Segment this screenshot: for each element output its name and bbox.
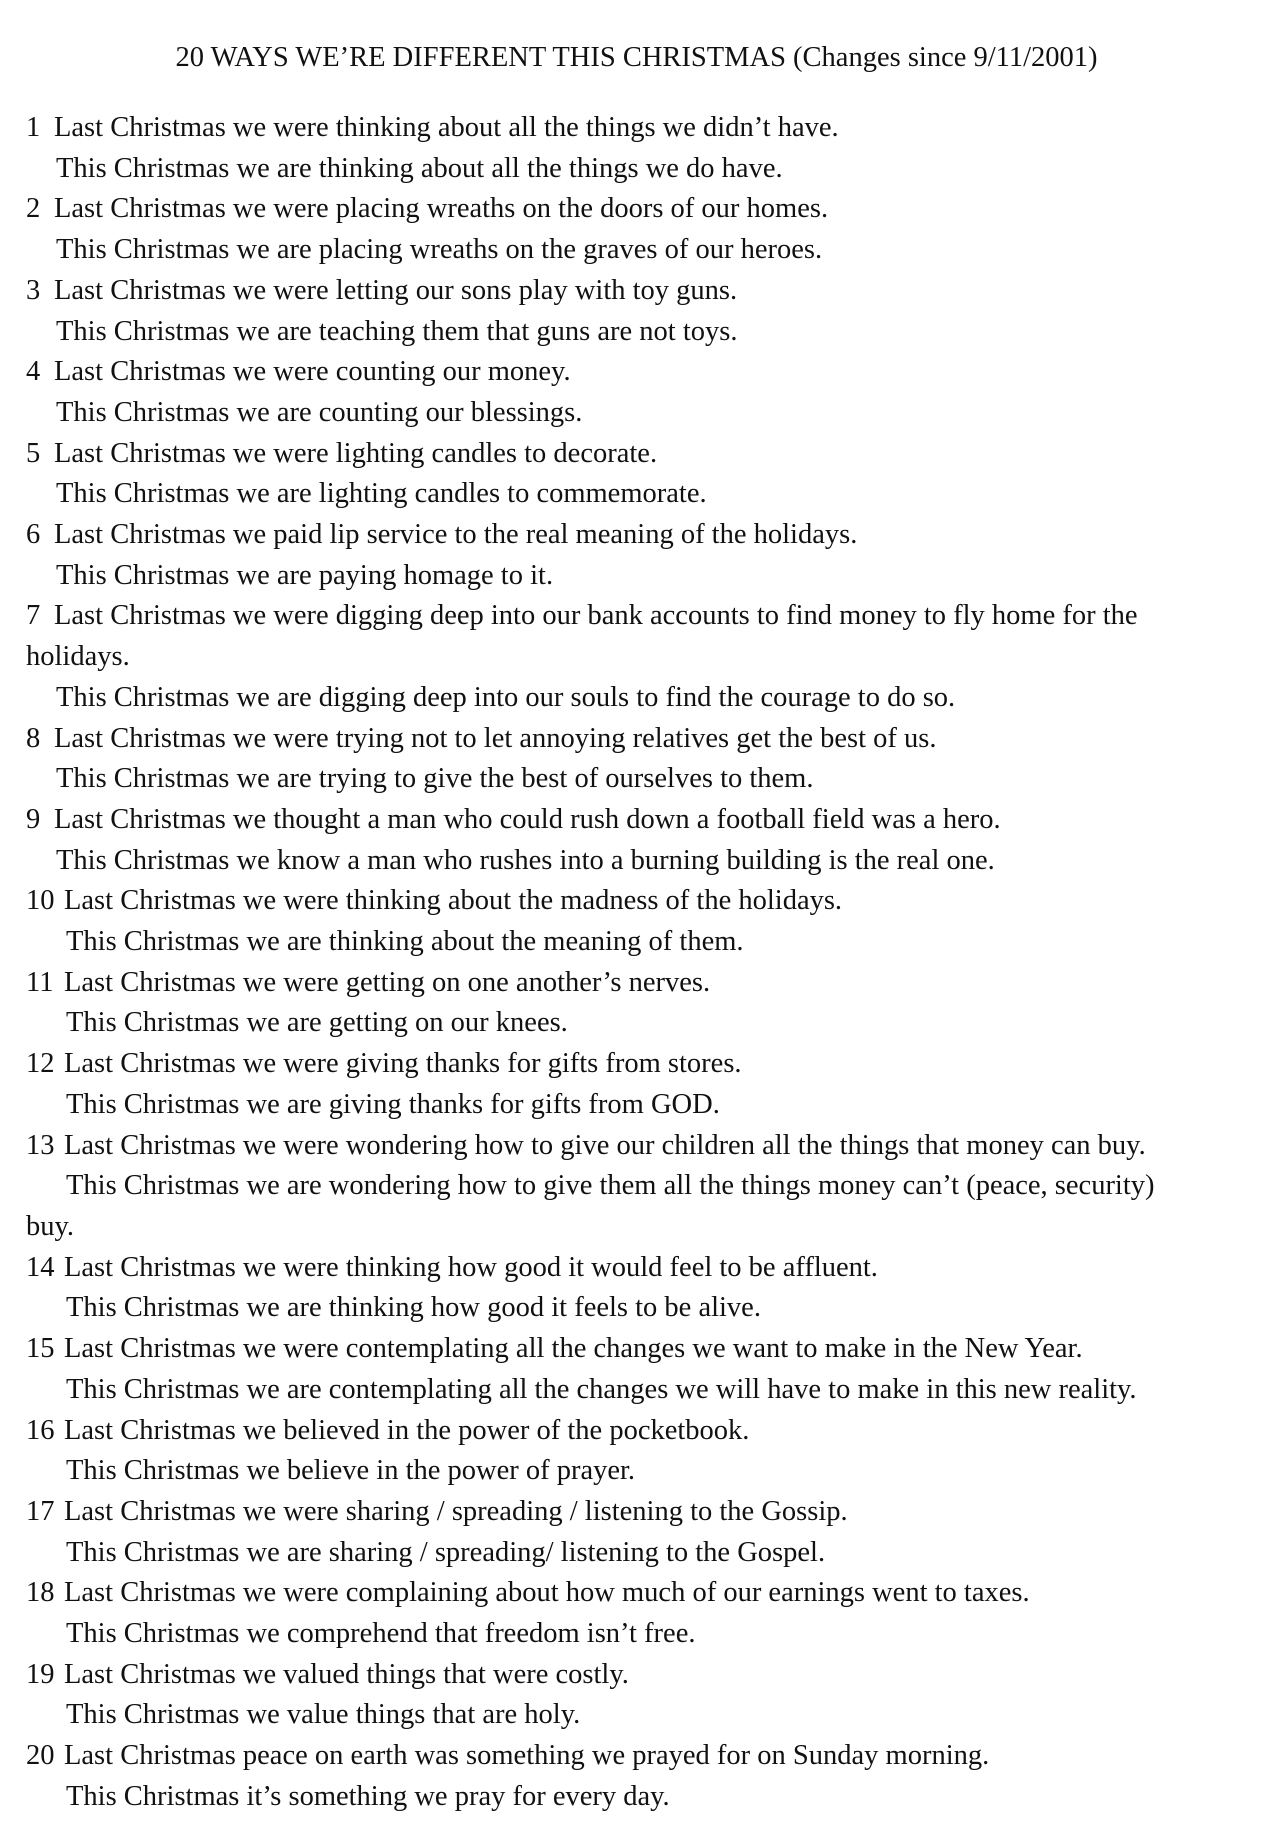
item-number: 11 (26, 966, 54, 998)
item-number: 18 (26, 1577, 55, 1609)
last-christmas-text: Last Christmas we were complaining about how much of our earnings went to taxes. (64, 1577, 1030, 1609)
last-christmas-continuation: holidays. (26, 641, 130, 673)
last-christmas-text: Last Christmas we were getting on one another’s nerves. (64, 966, 711, 998)
list-item (26, 1411, 1251, 1492)
list-item (26, 1329, 1251, 1410)
item-number: 17 (26, 1495, 55, 1527)
item-number: 12 (26, 1048, 55, 1080)
last-christmas-text: Last Christmas we were wondering how to give our children all the things that money can buy. (64, 1129, 1146, 1161)
item-number: 5 (26, 437, 41, 469)
last-christmas-text: Last Christmas we were digging deep into our bank accounts to find money to fly home for the (54, 600, 1138, 632)
last-christmas-text: Last Christmas we were giving thanks for gifts from stores. (64, 1048, 742, 1080)
this-christmas-text: This Christmas we know a man who rushes into a burning building is the real one. (56, 844, 995, 876)
item-number: 13 (26, 1129, 55, 1161)
this-christmas-text: This Christmas we are lighting candles to commemorate. (56, 478, 707, 510)
last-christmas-text: Last Christmas peace on earth was something we prayed for on Sunday morning. (64, 1740, 990, 1772)
last-christmas-text: Last Christmas we thought a man who could rush down a football field was a hero. (54, 803, 1001, 835)
this-christmas-text: This Christmas we are trying to give the best of ourselves to them. (56, 763, 814, 795)
this-christmas-text: This Christmas we are sharing / spreading/ listening to the Gospel. (66, 1536, 826, 1568)
item-number: 19 (26, 1658, 55, 1690)
list-item (26, 963, 1251, 1044)
last-christmas-text: Last Christmas we paid lip service to the real meaning of the holidays. (54, 519, 858, 551)
last-christmas-text: Last Christmas we were sharing / spreading / listening to the Gossip. (64, 1495, 848, 1527)
this-christmas-text: This Christmas we are teaching them that guns are not toys. (56, 315, 738, 347)
last-christmas-text: Last Christmas we were thinking about all the things we didn’t have. (54, 112, 839, 143)
this-christmas-text: This Christmas we are giving thanks for gifts from GOD. (66, 1088, 720, 1120)
this-christmas-text: This Christmas we are thinking about the meaning of them. (66, 926, 744, 958)
this-christmas-text: This Christmas we believe in the power of prayer. (66, 1455, 636, 1487)
list-item (26, 881, 1251, 962)
list-item (26, 271, 1251, 352)
item-number: 15 (26, 1333, 55, 1365)
last-christmas-text: Last Christmas we were placing wreaths on the doors of our homes. (54, 193, 829, 225)
item-number: 8 (26, 722, 41, 754)
list-item (26, 1126, 1251, 1248)
item-number: 2 (26, 193, 41, 225)
document-title: 20 WAYS WE’RE DIFFERENT THIS CHRISTMAS (Changes since 9/11/2001) (175, 42, 1098, 73)
item-number: 10 (26, 885, 55, 917)
this-christmas-text: This Christmas we comprehend that freedom isn’t free. (66, 1618, 696, 1650)
list-item (26, 189, 1251, 270)
list-item (26, 1248, 1251, 1329)
last-christmas-text: Last Christmas we believed in the power of the pocketbook. (64, 1414, 750, 1446)
last-christmas-text: Last Christmas we were counting our money. (54, 356, 571, 388)
this-christmas-text: This Christmas we are counting our blessings. (56, 396, 583, 428)
item-number: 9 (26, 803, 41, 835)
list-item (26, 352, 1251, 433)
item-number: 16 (26, 1414, 55, 1446)
list-item (26, 434, 1251, 515)
list-item (26, 719, 1251, 800)
last-christmas-text: Last Christmas we were contemplating all the changes we want to make in the New Year. (64, 1333, 1083, 1365)
this-christmas-text: This Christmas it’s something we pray for every day. (66, 1780, 670, 1812)
list-item (26, 1655, 1251, 1736)
item-number: 4 (26, 356, 41, 388)
last-christmas-text: Last Christmas we were thinking about the madness of the holidays. (64, 885, 843, 917)
last-christmas-text: Last Christmas we were lighting candles to decorate. (54, 437, 658, 469)
item-number: 20 (26, 1740, 55, 1772)
item-number: 1 (26, 112, 41, 143)
list-item (26, 1573, 1251, 1654)
list-item (26, 1044, 1251, 1125)
list-item (26, 515, 1251, 596)
this-christmas-text: This Christmas we are digging deep into our souls to find the courage to do so. (56, 681, 956, 713)
item-number: 7 (26, 600, 41, 632)
list-item (26, 800, 1251, 881)
list-item (26, 1736, 1251, 1817)
this-christmas-text: This Christmas we are getting on our knees. (66, 1007, 568, 1039)
this-christmas-text: This Christmas we are contemplating all the changes we will have to make in this new reality. (66, 1373, 1137, 1405)
item-number: 3 (26, 274, 41, 306)
this-christmas-text: This Christmas we are paying homage to it. (56, 559, 554, 591)
last-christmas-text: Last Christmas we valued things that were costly. (64, 1658, 629, 1690)
this-christmas-text: This Christmas we are thinking how good it feels to be alive. (66, 1292, 761, 1324)
last-christmas-text: Last Christmas we were trying not to let annoying relatives get the best of us. (54, 722, 937, 754)
this-christmas-text: This Christmas we are placing wreaths on the graves of our heroes. (56, 234, 823, 266)
comparison-list (26, 108, 1251, 1818)
list-item (26, 1492, 1251, 1573)
this-christmas-continuation: buy. (26, 1210, 75, 1242)
this-christmas-text: This Christmas we value things that are holy. (66, 1699, 581, 1731)
list-item (26, 596, 1251, 718)
item-number: 14 (26, 1251, 55, 1283)
item-number: 6 (26, 519, 41, 551)
this-christmas-text: This Christmas we are wondering how to give them all the things money can’t (peace, security) (66, 1170, 1155, 1202)
last-christmas-text: Last Christmas we were thinking how good it would feel to be affluent. (64, 1251, 878, 1283)
this-christmas-text: This Christmas we are thinking about all the things we do have. (56, 152, 783, 184)
last-christmas-text: Last Christmas we were letting our sons play with toy guns. (54, 274, 738, 306)
list-item (26, 108, 1251, 189)
